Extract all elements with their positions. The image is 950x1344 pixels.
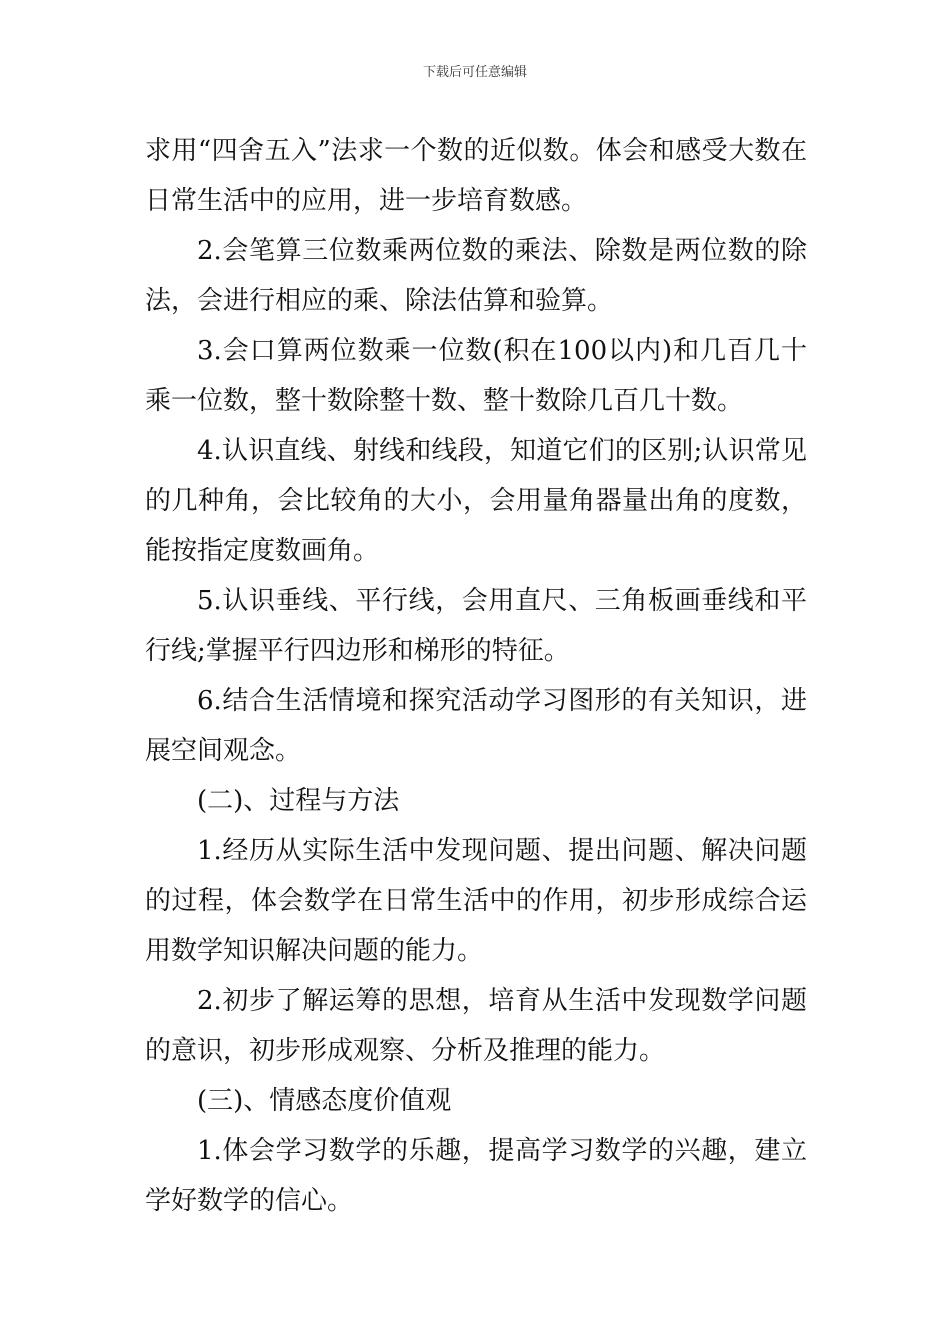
paragraph-item-3: 3.会口算两位数乘一位数(积在100以内)和几百几十乘一位数，整十数除整十数、整十数除几百几十数。 <box>145 336 807 416</box>
paragraph-process-item-1: 1.经历从实际生活中发现问题、提出问题、解决问题的过程，体会数学在日常生活中的作用，初步形成综合运用数学知识解决问题的能力。 <box>145 836 807 966</box>
section-heading-attitudes-values: (三)、情感态度价值观 <box>197 1086 452 1116</box>
paragraph-item-5: 5.认识垂线、平行线，会用直尺、三角板画垂线和平行线;掌握平行四边形和梯形的特征。 <box>145 586 807 666</box>
paragraph-item-6: 6.结合生活情境和探究活动学习图形的有关知识，进展空间观念。 <box>145 686 807 766</box>
document-body <box>145 126 807 1226</box>
paragraph-item-4: 4.认识直线、射线和线段，知道它们的区别;认识常见的几种角，会比较角的大小，会用量角器量出角的度数，能按指定度数画角。 <box>145 436 807 566</box>
section-heading-process-methods: (二)、过程与方法 <box>197 786 400 816</box>
page-header: 下载后可任意编辑 <box>422 65 527 80</box>
paragraph-intro-continuation: 求用“四舍五入”法求一个数的近似数。体会和感受大数在日常生活中的应用，进一步培育数感。 <box>145 136 807 216</box>
paragraph-item-2: 2.会笔算三位数乘两位数的乘法、除数是两位数的除法，会进行相应的乘、除法估算和验算。 <box>145 236 807 316</box>
paragraph-process-item-2: 2.初步了解运筹的思想，培育从生活中发现数学问题的意识，初步形成观察、分析及推理的能力。 <box>145 986 807 1066</box>
paragraph-attitude-item-1: 1.体会学习数学的乐趣，提高学习数学的兴趣，建立学好数学的信心。 <box>145 1136 807 1216</box>
